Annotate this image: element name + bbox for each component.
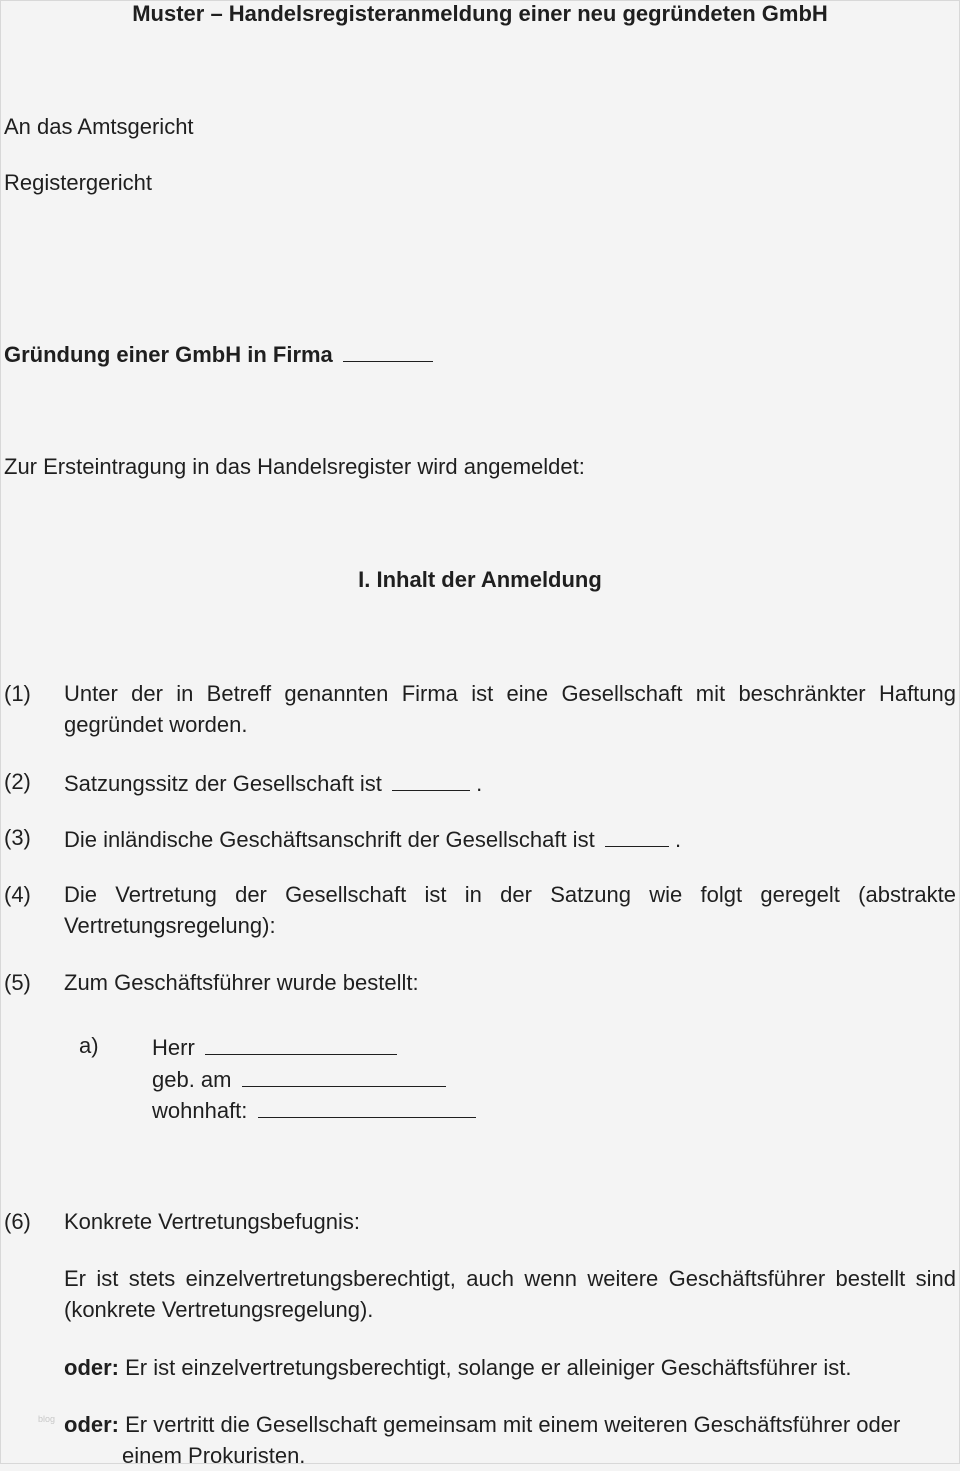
representation-option-1: Er ist stets einzelvertretungsberechtigt, auch wenn weitere Geschäftsführer bestellt sind (konkrete Vertretungsregelung). — [64, 1266, 956, 1322]
company-name-blank — [343, 337, 433, 362]
representation-option-3-text: Er vertritt die Gesellschaft gemeinsam mit einem weiteren Geschäftsführer oder — [125, 1412, 901, 1437]
item-number-2: (2) — [4, 769, 31, 794]
item-text-1: Unter der in Betreff genannten Firma ist eine Gesellschaft mit beschränkter Haftung gegründet worden. — [64, 681, 956, 737]
address-line-court: An das Amtsgericht — [4, 114, 194, 139]
item-text-4: Die Vertretung der Gesellschaft ist in der Satzung wie folgt geregelt (abstrakte Vertretungsregelung): — [64, 882, 956, 938]
item-number-3: (3) — [4, 825, 31, 850]
representation-option-3-line2: einem Prokuristen. — [122, 1443, 306, 1468]
appointee-residence-row — [152, 1093, 476, 1126]
item-number-4: (4) — [4, 882, 31, 907]
item-text-2: Satzungssitz der Gesellschaft ist — [64, 771, 382, 796]
item-suffix-3: . — [674, 827, 682, 852]
address-line-registry: Registergericht — [4, 170, 152, 195]
document-title: Muster – Handelsregisteranmeldung einer neu gegründeten GmbH — [132, 1, 828, 26]
subject-line — [4, 337, 433, 370]
item-number-6: (6) — [4, 1209, 31, 1234]
representation-option-3 — [64, 1409, 956, 1471]
item-suffix-2: . — [476, 771, 483, 796]
representation-option-2-text: Er ist einzelvertretungsberechtigt, solange er alleiniger Geschäftsführer ist. — [125, 1355, 852, 1380]
item-text-3-row — [64, 822, 681, 855]
item-number-5: (5) — [4, 970, 31, 995]
appointee-label: a) — [79, 1033, 99, 1058]
item-text-5: Zum Geschäftsführer wurde bestellt: — [64, 970, 419, 995]
representation-option-3-first — [64, 1409, 900, 1440]
item-text-3: Die inländische Geschäftsanschrift der Gesellschaft ist — [64, 827, 595, 852]
item-text-2-row — [64, 766, 482, 799]
appointee-name-row — [152, 1030, 397, 1063]
intro-text: Zur Ersteintragung in das Handelsregister wird angemeldet: — [4, 454, 585, 479]
subject-text: Gründung einer GmbH in Firma — [4, 342, 333, 367]
appointee-residence-blank — [258, 1093, 476, 1118]
oder-label-1: oder: — [64, 1355, 119, 1380]
representation-option-3-line1 — [64, 1409, 956, 1440]
appointee-birth-blank — [242, 1062, 446, 1087]
section-heading: I. Inhalt der Anmeldung — [358, 567, 602, 592]
address-blank — [605, 822, 669, 847]
appointee-name-blank — [205, 1030, 397, 1055]
item-text-6: Konkrete Vertretungsbefugnis: — [64, 1209, 360, 1234]
appointee-geb: geb. am — [152, 1067, 232, 1092]
appointee-birth-row — [152, 1062, 446, 1095]
representation-option-2 — [64, 1352, 851, 1383]
item-number-1: (1) — [4, 681, 31, 706]
oder-label-2: oder: — [64, 1412, 119, 1437]
watermark-text: blog — [38, 1414, 56, 1424]
seat-blank — [392, 766, 470, 791]
appointee-herr: Herr — [152, 1035, 195, 1060]
appointee-wohnhaft: wohnhaft: — [152, 1098, 248, 1123]
